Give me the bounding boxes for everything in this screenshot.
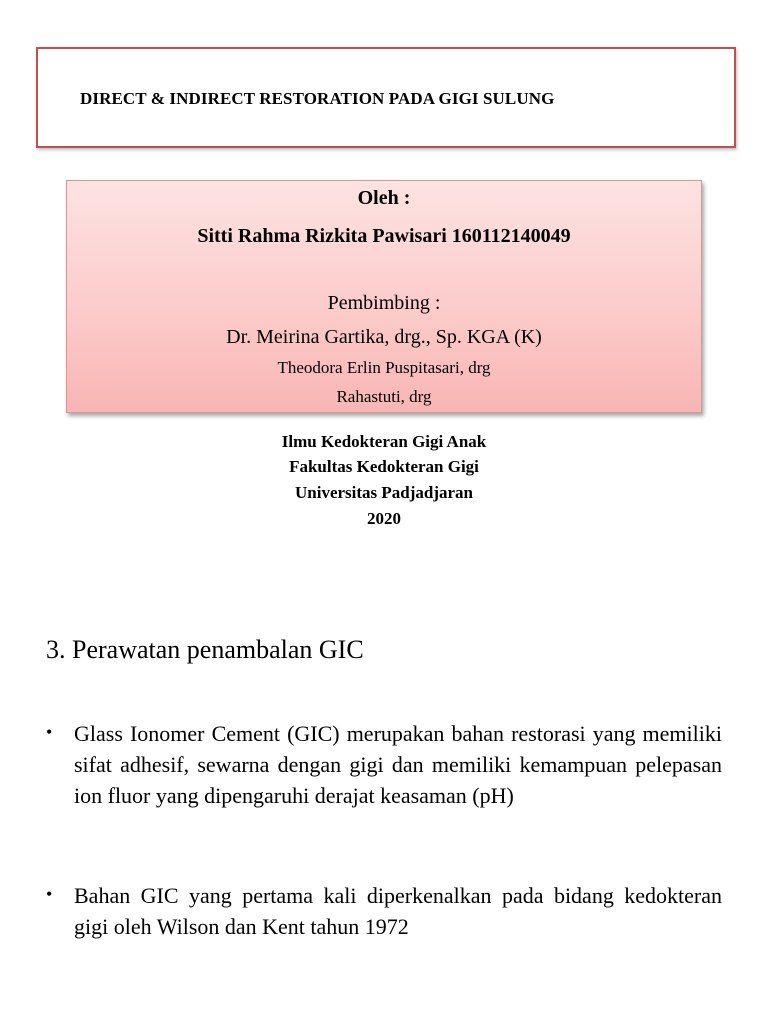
department-name: Ilmu Kedokteran Gigi Anak xyxy=(281,432,487,451)
supervisor-name: Rahastuti, drg xyxy=(336,387,432,406)
by-label: Oleh : xyxy=(357,187,411,209)
bullet-icon: • xyxy=(46,884,53,904)
bullet-icon: • xyxy=(46,722,53,742)
supervisor-name: Dr. Meirina Gartika, drg., Sp. KGA (K) xyxy=(226,326,542,348)
year: 2020 xyxy=(367,509,401,528)
section-heading: 3. Perawatan penambalan GIC xyxy=(46,635,364,664)
bullet-text: Glass Ionomer Cement (GIC) merupakan bahan restorasi yang memiliki sifat adhesif, sewarna dengan gigi dan memiliki kemampuan pelepasan ion fluor yang dipengaruhi derajat keasaman (pH) xyxy=(74,721,722,808)
document-title: DIRECT & INDIRECT RESTORATION PADA GIGI SULUNG xyxy=(80,89,555,108)
faculty-name: Fakultas Kedokteran Gigi xyxy=(289,457,479,476)
bullet-text: Bahan GIC yang pertama kali diperkenalkan pada bidang kedokteran gigi oleh Wilson dan Kent tahun 1972 xyxy=(74,883,722,939)
university-name: Universitas Padjadjaran xyxy=(294,483,474,502)
supervisor-name: Theodora Erlin Puspitasari, drg xyxy=(277,358,491,377)
author-name: Sitti Rahma Rizkita Pawisari 160112140049 xyxy=(197,225,571,247)
supervisor-label: Pembimbing : xyxy=(327,292,441,314)
list-item xyxy=(46,880,722,942)
list-item xyxy=(46,718,722,811)
author-box xyxy=(66,180,702,413)
